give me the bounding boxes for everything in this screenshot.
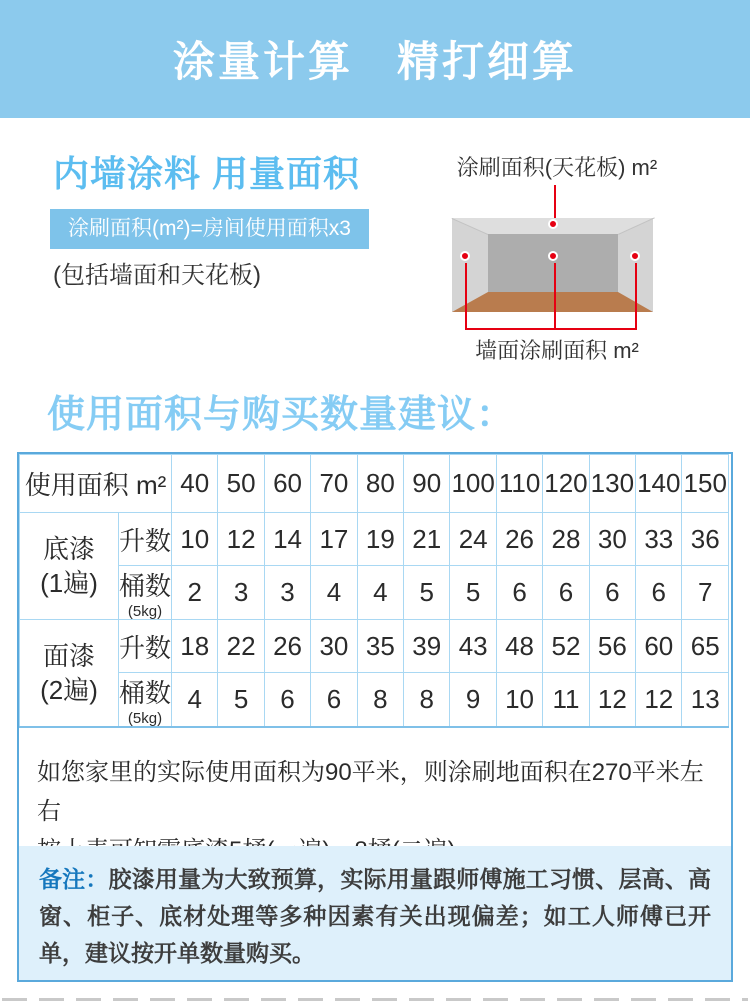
ceiling-area-label: 涂刷面积(天花板) m² (456, 155, 658, 180)
liters-value: 22 (218, 620, 264, 673)
liters-value: 35 (357, 620, 403, 673)
liters-value: 30 (311, 620, 357, 673)
buckets-value: 5 (404, 566, 450, 620)
formula-box: 涂刷面积(m²)=房间使用面积x3 (50, 209, 369, 249)
buckets-value: 9 (450, 673, 496, 728)
liters-value: 65 (682, 620, 729, 673)
wall-pointer-bracket (465, 328, 637, 330)
right-wall-marker-dot (630, 251, 640, 261)
topcoat-group-cell (20, 620, 119, 728)
area-value: 110 (496, 455, 542, 513)
buckets-value: 10 (496, 673, 542, 728)
area-value: 40 (172, 455, 218, 513)
buckets-value: 3 (218, 566, 264, 620)
buckets-value: 6 (311, 673, 357, 728)
primer-liters-row (20, 513, 729, 566)
topcoat-buckets-row (20, 673, 729, 728)
section-title-usage-area: 内墙涂料 用量面积 (53, 153, 361, 194)
primer-coats: (1遍) (40, 568, 98, 598)
liters-value: 30 (589, 513, 635, 566)
buckets-value: 5 (218, 673, 264, 728)
area-value: 60 (264, 455, 310, 513)
buckets-value: 4 (357, 566, 403, 620)
table-header-row (20, 455, 729, 513)
liters-value: 14 (264, 513, 310, 566)
area-value: 50 (218, 455, 264, 513)
page-banner (0, 0, 750, 118)
buckets-unit: (5kg) (127, 603, 163, 620)
liters-value: 28 (543, 513, 589, 566)
liters-value: 43 (450, 620, 496, 673)
area-value: 70 (311, 455, 357, 513)
primer-group-cell (20, 513, 119, 620)
cutoff-next-section-dashes (2, 998, 748, 1001)
area-value: 130 (589, 455, 635, 513)
wall-pointer-line-left (465, 263, 467, 329)
banner-title-right: 精打细算 (397, 38, 578, 85)
buckets-value: 8 (404, 673, 450, 728)
buckets-value: 8 (357, 673, 403, 728)
topcoat-coats: (2遍) (40, 675, 98, 705)
liters-value: 24 (450, 513, 496, 566)
liters-value: 21 (404, 513, 450, 566)
wall-area-label: 墙面涂刷面积 m² (475, 338, 639, 363)
buckets-value: 6 (496, 566, 542, 620)
liters-value: 26 (496, 513, 542, 566)
buckets-label-cell (119, 566, 172, 620)
area-value: 100 (450, 455, 496, 513)
liters-value: 48 (496, 620, 542, 673)
primer-name: 底漆 (42, 534, 95, 564)
left-wall-marker-dot (460, 251, 470, 261)
remark-text: 胶漆用量为大致预算，实际用量跟师傅施工习惯、层高、高窗、柜子、底材处理等多种因素有关出现偏差；如工人师傅已开单，建议按开单数量购买。 (39, 866, 712, 966)
buckets-value: 3 (264, 566, 310, 620)
liters-value: 18 (172, 620, 218, 673)
section-title-purchase-advice: 使用面积与购买数量建议： (47, 394, 516, 436)
buckets-value: 4 (311, 566, 357, 620)
buckets-value: 6 (636, 566, 682, 620)
back-wall-surface (488, 234, 618, 292)
area-value: 140 (636, 455, 682, 513)
liters-label-cell: 升数 (119, 620, 172, 673)
liters-value: 39 (404, 620, 450, 673)
buckets-value: 12 (589, 673, 635, 728)
liters-value: 26 (264, 620, 310, 673)
buckets-value: 4 (172, 673, 218, 728)
buckets-value: 13 (682, 673, 729, 728)
area-value: 120 (543, 455, 589, 513)
buckets-value: 12 (636, 673, 682, 728)
topcoat-name: 面漆 (42, 641, 95, 671)
buckets-value: 6 (264, 673, 310, 728)
usage-table-card (17, 452, 733, 982)
ceiling-marker-dot (548, 219, 558, 229)
wall-pointer-line-right (635, 263, 637, 329)
explanation-line1: 如您家里的实际使用面积为90平米，则涂刷地面积在270平米左右 (37, 759, 704, 825)
area-value: 90 (404, 455, 450, 513)
buckets-value: 2 (172, 566, 218, 620)
banner-title-left: 涂量计算 (172, 38, 353, 85)
buckets-value: 5 (450, 566, 496, 620)
buckets-value: 7 (682, 566, 729, 620)
liters-value: 33 (636, 513, 682, 566)
topcoat-liters-row (20, 620, 729, 673)
primer-buckets-row (20, 566, 729, 620)
formula-note: (包括墙面和天花板) (53, 262, 261, 289)
remark-box (19, 846, 731, 980)
example-explanation (19, 728, 731, 846)
liters-value: 10 (172, 513, 218, 566)
liters-value: 36 (682, 513, 729, 566)
ceiling-pointer-line (554, 185, 556, 221)
buckets-value: 11 (543, 673, 589, 728)
buckets-label: 桶数 (119, 571, 172, 601)
liters-value: 52 (543, 620, 589, 673)
area-value: 150 (682, 455, 729, 513)
usage-quantity-table (19, 454, 729, 728)
liters-value: 17 (311, 513, 357, 566)
wall-pointer-line-center (554, 263, 556, 329)
buckets-label-cell (119, 673, 172, 728)
liters-value: 19 (357, 513, 403, 566)
buckets-value: 6 (543, 566, 589, 620)
liters-value: 60 (636, 620, 682, 673)
buckets-unit: (5kg) (127, 710, 163, 727)
back-wall-marker-dot (548, 251, 558, 261)
area-header-cell: 使用面积 m² (20, 455, 172, 513)
liters-value: 12 (218, 513, 264, 566)
remark-label: 备注： (39, 866, 109, 892)
area-value: 80 (357, 455, 403, 513)
buckets-label: 桶数 (119, 678, 172, 708)
liters-value: 56 (589, 620, 635, 673)
liters-label-cell: 升数 (119, 513, 172, 566)
room-illustration (452, 218, 653, 312)
buckets-value: 6 (589, 566, 635, 620)
